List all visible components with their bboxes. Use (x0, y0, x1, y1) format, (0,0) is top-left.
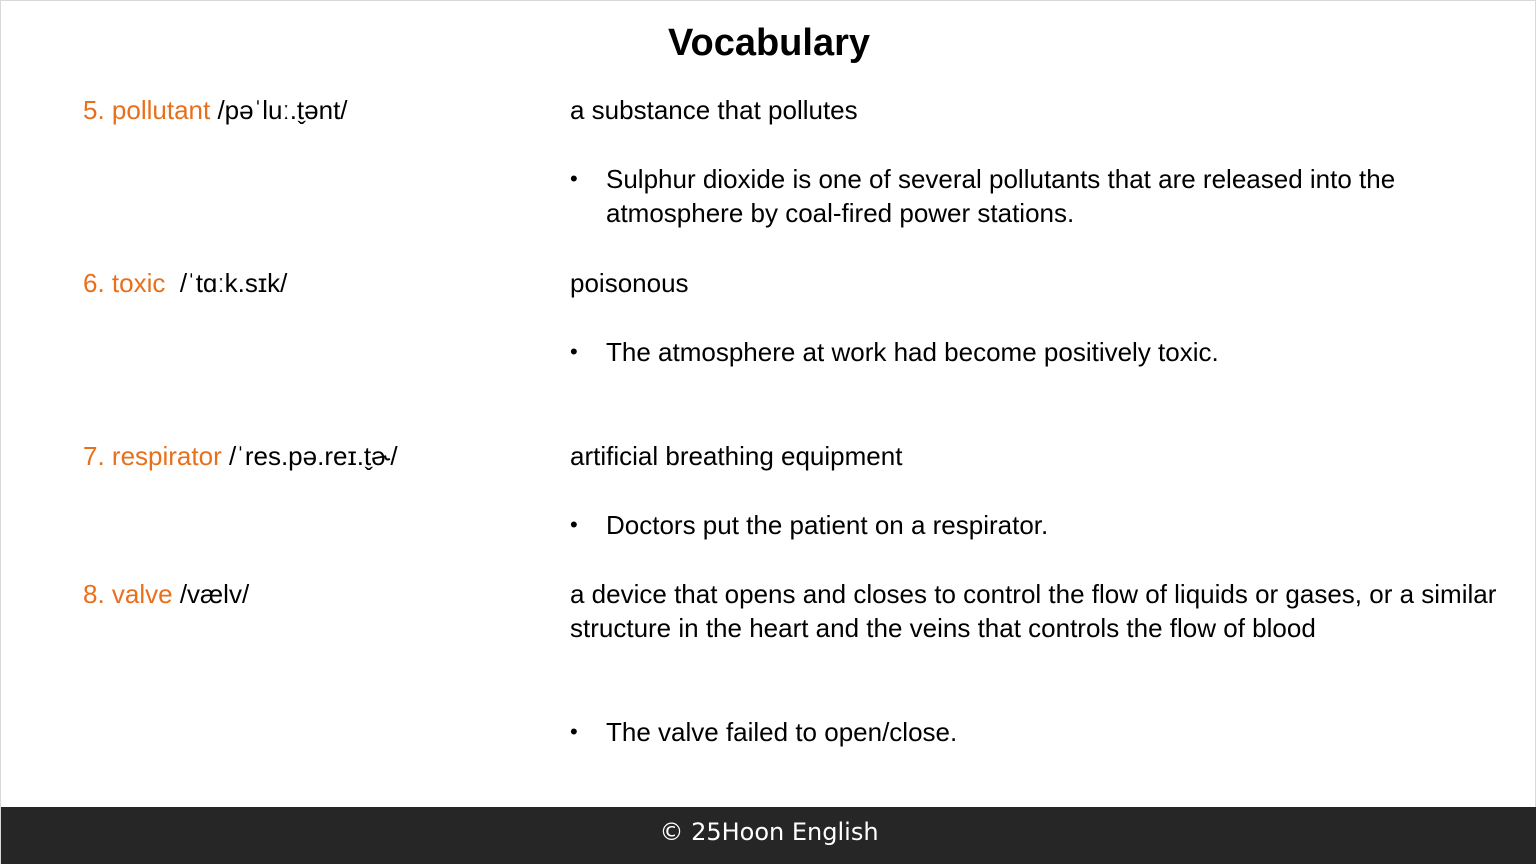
term-word: 7. respirator (83, 441, 222, 471)
term-pronunciation: /ˈtɑːk.sɪk/ (165, 268, 288, 298)
example-toxic (570, 335, 1500, 369)
bullet-marker: • (570, 166, 578, 191)
term-word: 6. toxic (83, 268, 166, 298)
bullet-marker: • (570, 512, 578, 537)
page-title: Vocabulary (667, 22, 871, 64)
example-text: Doctors put the patient on a respirator. (606, 510, 1049, 540)
term-respirator (83, 439, 398, 473)
definition-valve: a device that opens and closes to control the flow of liquids or gases, or a similar structure in the heart and the veins that controls the flow of blood (570, 579, 1497, 643)
definition-respirator: artificial breathing equipment (570, 441, 903, 471)
term-pronunciation: /vælv/ (172, 579, 250, 609)
footer-bar (1, 807, 1536, 864)
example-respirator (570, 508, 1500, 542)
term-pollutant (83, 93, 348, 127)
term-word: 5. pollutant (83, 95, 211, 125)
example-valve (570, 715, 1500, 749)
example-text: Sulphur dioxide is one of several pollutants that are released into the atmosphere by coal-fired power stations. (606, 164, 1396, 228)
bullet-marker: • (570, 719, 578, 744)
example-pollutant (570, 162, 1500, 230)
definition-toxic: poisonous (570, 268, 689, 298)
term-pronunciation: /pəˈluː.t̬ənt/ (210, 95, 348, 125)
bullet-marker: • (570, 339, 578, 364)
copyright-text: © 25Hoon English (659, 818, 879, 846)
term-pronunciation: /ˈres.pə.reɪ.t̬ɚ/ (221, 441, 398, 471)
term-word: 8. valve (83, 579, 173, 609)
term-valve (83, 577, 249, 611)
term-toxic (83, 266, 287, 300)
example-text: The valve failed to open/close. (606, 717, 958, 747)
example-text: The atmosphere at work had become positively toxic. (606, 337, 1219, 367)
definition-pollutant: a substance that pollutes (570, 95, 858, 125)
